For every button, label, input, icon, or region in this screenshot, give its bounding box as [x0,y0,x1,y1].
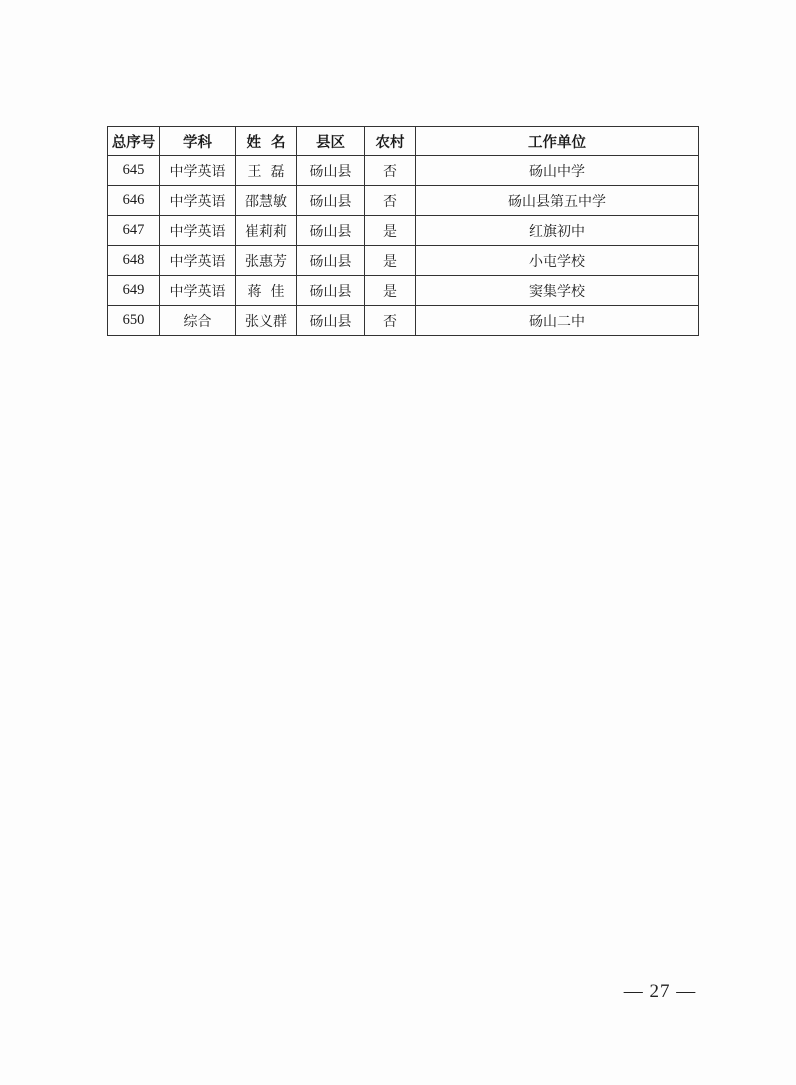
header-subject: 学科 [160,127,236,156]
cell-serial-number: 649 [108,276,160,306]
table-row [108,186,699,216]
table-row [108,246,699,276]
page-number: — 27 — [623,981,697,1002]
cell-serial-number: 647 [108,216,160,246]
cell-county: 砀山县 [297,156,365,186]
cell-workplace: 窦集学校 [416,276,699,306]
cell-rural: 否 [365,306,416,336]
header-workplace: 工作单位 [416,127,699,156]
cell-county: 砀山县 [297,276,365,306]
table-row [108,306,699,336]
cell-subject: 综合 [160,306,236,336]
cell-county: 砀山县 [297,246,365,276]
cell-subject: 中学英语 [160,276,236,306]
cell-subject: 中学英语 [160,216,236,246]
table-header-row [108,127,699,156]
table-row [108,156,699,186]
cell-workplace: 红旗初中 [416,216,699,246]
cell-serial-number: 646 [108,186,160,216]
cell-workplace: 小屯学校 [416,246,699,276]
cell-county: 砀山县 [297,186,365,216]
cell-name: 王 磊 [236,156,297,186]
cell-rural: 是 [365,276,416,306]
header-county: 县区 [297,127,365,156]
cell-name: 蒋 佳 [236,276,297,306]
cell-serial-number: 645 [108,156,160,186]
table-row [108,216,699,246]
cell-rural: 是 [365,216,416,246]
cell-rural: 是 [365,246,416,276]
header-name: 姓 名 [236,127,297,156]
teacher-roster-table [107,126,699,336]
cell-rural: 否 [365,156,416,186]
cell-subject: 中学英语 [160,156,236,186]
cell-name: 张义群 [236,306,297,336]
cell-county: 砀山县 [297,216,365,246]
cell-subject: 中学英语 [160,246,236,276]
cell-workplace: 砀山中学 [416,156,699,186]
cell-name: 崔莉莉 [236,216,297,246]
cell-rural: 否 [365,186,416,216]
cell-subject: 中学英语 [160,186,236,216]
header-rural: 农村 [365,127,416,156]
cell-name: 张惠芳 [236,246,297,276]
cell-serial-number: 650 [108,306,160,336]
cell-workplace: 砀山县第五中学 [416,186,699,216]
cell-county: 砀山县 [297,306,365,336]
cell-workplace: 砀山二中 [416,306,699,336]
table-row [108,276,699,306]
cell-serial-number: 648 [108,246,160,276]
header-serial-number: 总序号 [108,127,160,156]
cell-name: 邵慧敏 [236,186,297,216]
